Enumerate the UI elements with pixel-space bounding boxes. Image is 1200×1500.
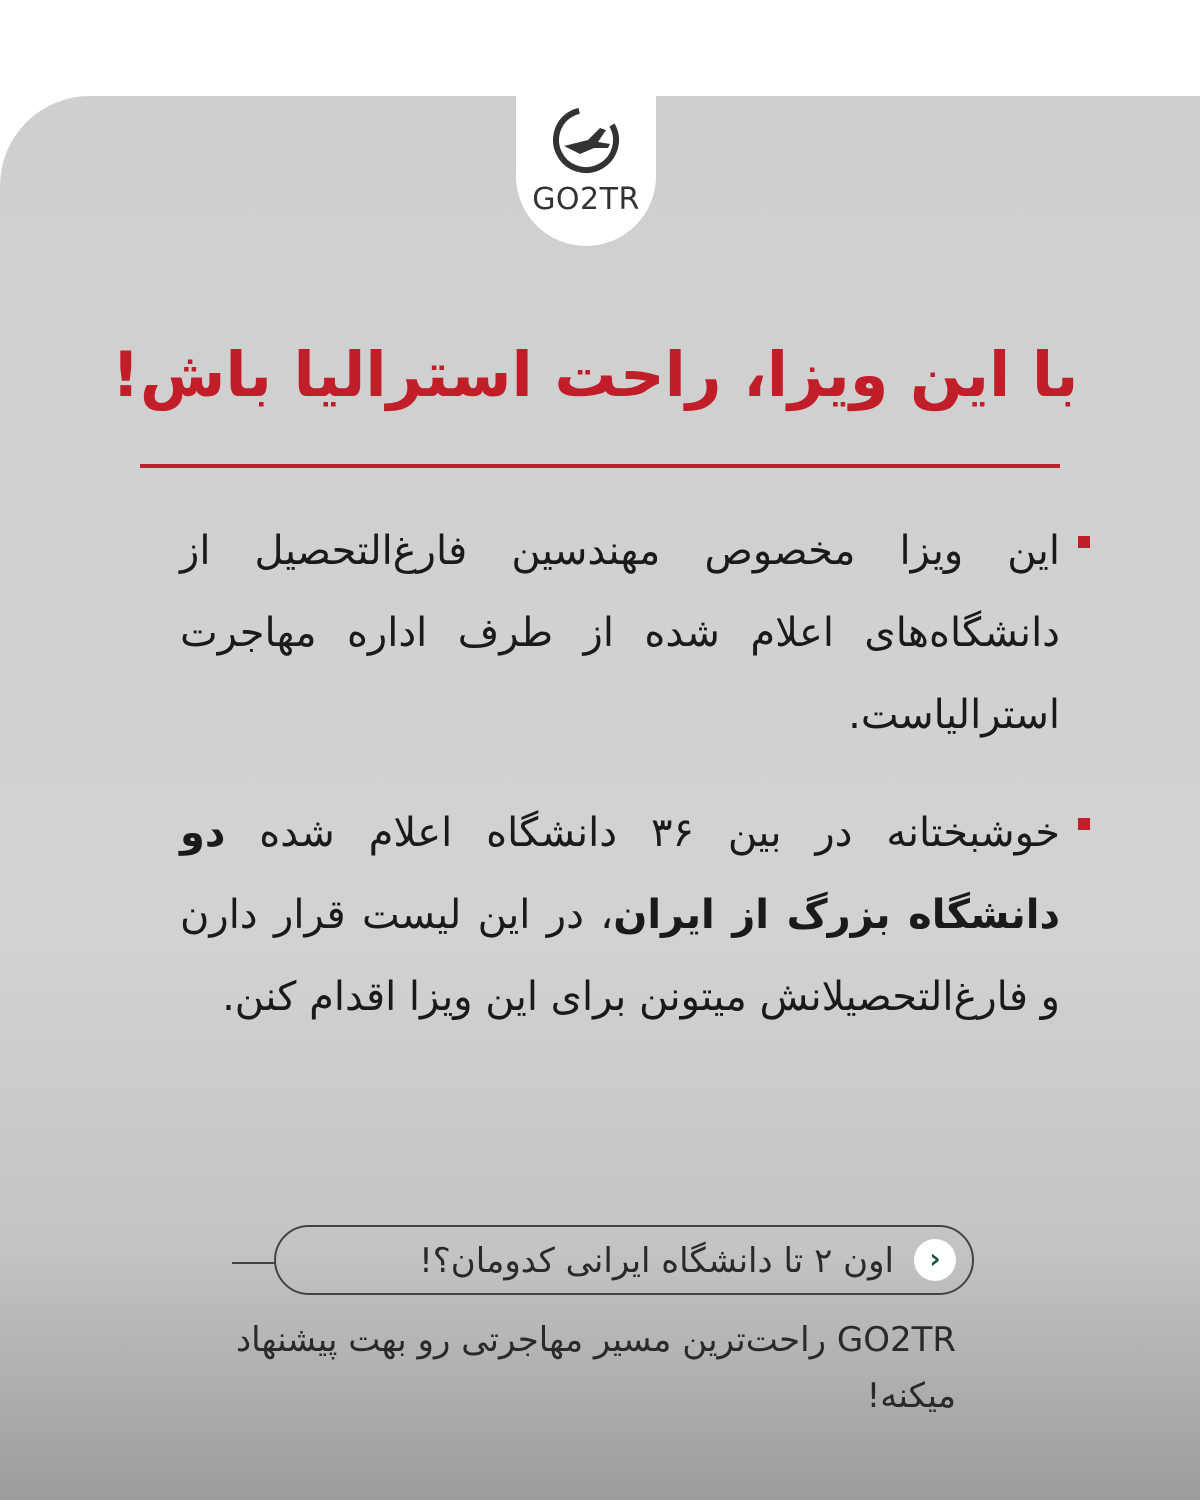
bullet-text-highlight: دو دانشگاه بزرگ از ایران <box>180 810 1060 938</box>
chevron-left-icon[interactable]: ‹ <box>914 1239 956 1281</box>
bullet-marker <box>1078 818 1090 830</box>
list-item <box>140 510 1060 756</box>
cta-button[interactable] <box>274 1225 974 1295</box>
bullet-text-part: ، در این لیست قرار دارن و فارغ‌التحصیلانش میتونن برای این ویزا اقدام کنن. <box>180 892 1060 1020</box>
bullet-text <box>140 792 1060 1038</box>
cta-label: اون ۲ تا دانشگاه ایرانی کدومان؟! <box>419 1241 894 1281</box>
bullet-marker <box>1078 536 1090 548</box>
footer-text: GO2TR راحت‌ترین مسیر مهاجرتی رو بهت پیشنهاد میکنه! <box>235 1320 956 1416</box>
bullet-text: این ویزا مخصوص مهندسین فارغ‌التحصیل از دانشگاه‌های اعلام شده از طرف اداره مهاجرت استرالیاست. <box>180 528 1060 738</box>
logo-badge <box>516 96 656 246</box>
airplane-globe-icon <box>548 102 624 178</box>
title-divider <box>140 464 1060 468</box>
logo-text: GO2TR <box>532 182 640 217</box>
bullet-text-part: خوشبختانه در بین ۳۶ دانشگاه اعلام شده <box>259 810 1061 856</box>
list-item <box>140 792 1060 1038</box>
cta-connector-line <box>232 1262 276 1264</box>
bullet-list <box>140 510 1060 1074</box>
page-title: با این ویزا، راحت استرالیا باش! <box>111 338 1079 411</box>
